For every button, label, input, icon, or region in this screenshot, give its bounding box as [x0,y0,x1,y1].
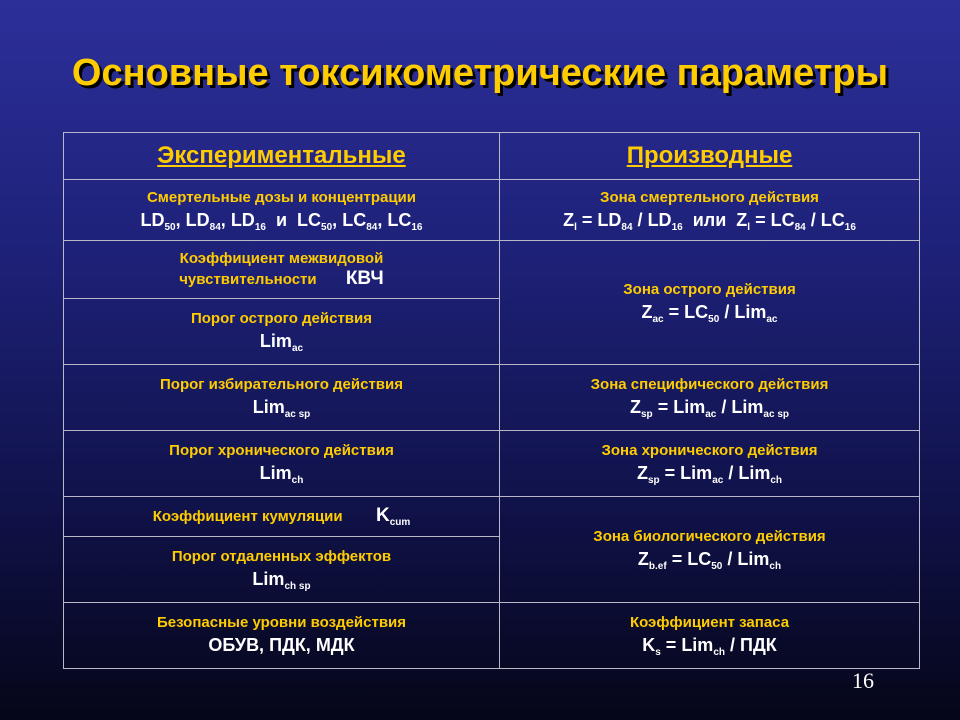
table-row [64,365,920,431]
remote-effects-formula: Lim$_{ch sp}$ [252,569,311,592]
specific-zone-label: Зона специфического действия [590,376,829,393]
chronic-threshold-formula: Lim$_{ch}$ [259,463,304,486]
table-row [64,180,920,241]
cumulation-coefficient-label: Коэффициент кумуляции $K_{cum}$ [152,505,411,528]
table-row [64,497,920,537]
specific-zone-formula: $Z_{sp} = Lim_{ac} / Lim_{ac sp}$ [630,397,789,420]
cell-remote-effects-threshold [64,537,500,603]
species-coefficient-label-1: Коэффициент межвидовой [179,250,384,267]
cell-selective-threshold [64,365,500,431]
lethal-doses-label: Смертельные дозы и концентрации [146,188,417,206]
cell-safe-levels [64,603,500,669]
acute-zone-formula: $Z_{ac} = LC_{50} / Lim_{ac}$ [641,302,778,325]
table-header-row [64,133,920,180]
acute-zone-label: Зона острого действия [623,281,796,298]
acute-threshold-formula: Lim$_{ac}$ [259,331,304,354]
cell-cumulation-coefficient [64,497,500,537]
table-row [64,603,920,669]
species-coefficient-value: КВЧ [345,268,384,289]
safety-factor-label: Коэффициент запаса [629,614,790,631]
cell-lethal-zone [500,180,920,241]
cell-chronic-threshold [64,431,500,497]
table-row [64,241,920,299]
remote-effects-label: Порог отдаленных эффектов [171,548,392,565]
species-coefficient-label-2: чувствительности КВЧ [179,268,384,289]
chronic-zone-label: Зона хронического действия [601,442,818,459]
page-number: 16 [852,668,874,693]
acute-threshold-label: Порог острого действия [190,310,372,327]
selective-threshold-formula: Lim$_{ac sp}$ [252,397,311,420]
header-experimental: Экспериментальные [64,133,500,180]
chronic-threshold-label: Порог хронического действия [169,442,394,459]
cell-safety-factor [500,603,920,669]
biological-zone-label: Зона биологического действия [593,528,826,545]
safe-levels-label: Безопасные уровни воздействия [156,614,407,631]
toxicometric-parameters-table [63,132,920,669]
cell-species-coefficient [64,241,500,299]
lethal-doses-formula: $LD_{50}$, $LD_{84}$, $LD_{16}$ и $LC_{50}$, $LC_{84}$, $LC_{16}$ [140,209,423,233]
cell-acute-zone [500,241,920,365]
slide-title: Основные токсикометрические параметры [71,52,889,94]
lethal-zone-formula: $Z_l = LD_{84} / LD_{16}$ или $Z_l = LC_{84} / LC_{16}$ [563,209,856,233]
cell-biological-zone [500,497,920,603]
safety-factor-formula: $K_s = Lim_{ch}$ / ПДК [642,635,777,658]
lethal-zone-label: Зона смертельного действия [600,188,819,206]
cell-lethal-doses [64,180,500,241]
biological-zone-formula: $Z_{b.ef} = LC_{50} / Lim_{ch}$ [637,549,782,572]
header-derived: Производные [500,133,920,180]
selective-threshold-label: Порог избирательного действия [160,376,403,393]
table-row [64,431,920,497]
chronic-zone-formula: $Z_{sp} = Lim_{ac} / Lim_{ch}$ [636,463,783,486]
cumulation-coefficient-formula: $K_{cum}$ [375,505,411,528]
cell-acute-threshold [64,299,500,365]
cell-specific-zone [500,365,920,431]
cell-chronic-zone [500,431,920,497]
safe-levels-value: ОБУВ, ПДК, МДК [208,635,355,655]
